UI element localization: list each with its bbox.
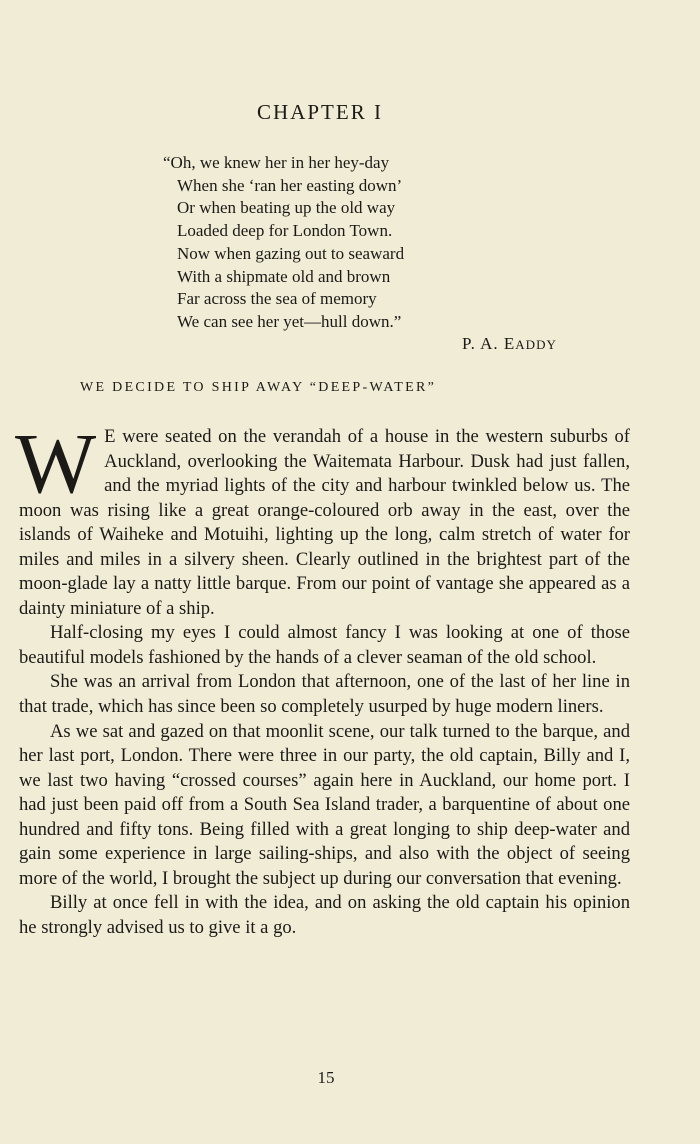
drop-cap: W [15, 415, 97, 511]
poem-line: We can see her yet—hull down.” [177, 311, 402, 331]
epigraph-poem [163, 152, 583, 334]
page-number: 15 [317, 1068, 335, 1087]
paragraph [15, 415, 630, 621]
poem-line: Loaded deep for London Town. [177, 221, 393, 241]
chapter-body [15, 415, 630, 940]
paragraph-text: E were seated on the verandah of a house in the western suburbs of Auckland, overlooking the Waitemata Harbour. Dusk had just fallen, and the myriad lights of the city and harbour twinkled below us. The moon was rising like a great orange-coloured orb away in the east, over the islands of Waiheke and Motuihi, lighting up the long, calm stretch of water for miles and miles in a silvery sheen. Clearly outlined in the brightest part of the moon-glade lay a natty little barque. From our point of vantage she appeared as a dainty miniature of a ship. [19, 426, 630, 619]
poem-line: Or when beating up the old way [177, 198, 396, 218]
attribution-initials: P. A. E [462, 334, 516, 353]
poem-attribution [462, 334, 557, 354]
poem-line: When she ‘ran her easting down’ [177, 175, 403, 195]
paragraph: Half-closing my eyes I could almost fancy I was looking at one of those beautiful models fashioned by the hands of a clever seaman of the old school. [19, 622, 630, 668]
paragraph: As we sat and gazed on that moonlit scene, our talk turned to the barque, and her last port, London. There were three in our party, the old captain, Billy and I, we last two having “crossed courses” again here in Auckland, our home port. I had just been paid off from a South Sea Island trader, a barquentine of about one hundred and fifty tons. Being filled with a great longing to ship deep-water and gain some experience in large sailing-ships, and also with the object of seeing more of the world, I brought the subject up during our conversation that evening. [19, 720, 630, 889]
poem-line: “Oh, we knew her in her hey-day [163, 153, 390, 172]
poem-line: With a shipmate old and brown [177, 266, 391, 286]
paragraph: Billy at once fell in with the idea, and on asking the old captain his opinion he strongly advised us to give it a go. [19, 892, 630, 938]
attribution-smallcaps: ADDY [515, 337, 557, 352]
chapter-heading: CHAPTER I [257, 100, 383, 124]
paragraph: She was an arrival from London that afternoon, one of the last of her line in that trade, which has since been so completely usurped by huge modern liners. [19, 671, 630, 718]
poem-line: Far across the sea of memory [177, 289, 377, 309]
chapter-subtitle: WE DECIDE TO SHIP AWAY “DEEP-WATER” [80, 380, 437, 395]
poem-line: Now when gazing out to seaward [177, 243, 405, 263]
